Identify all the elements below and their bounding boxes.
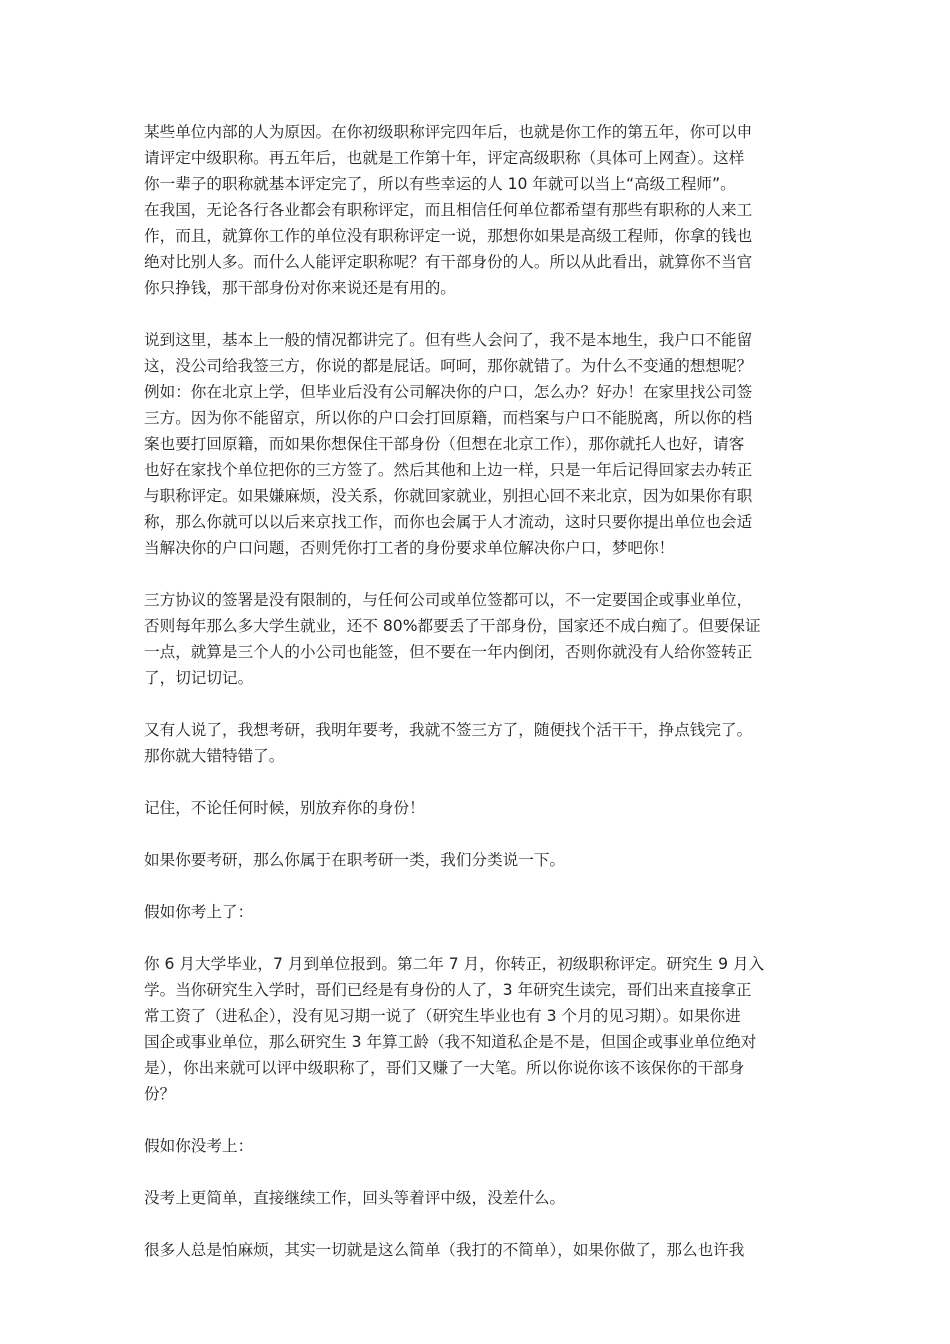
paragraph-postgraduate-exam: 又有人说了，我想考研，我明年要考，我就不签三方了，随便找个活干干，挣点钱完了。 那你就大错特错了。 (144, 721, 753, 765)
paragraph-nonlocal-students: 说到这里，基本上一般的情况都讲完了。但有些人会问了，我不是本地生，我户口不能留 这，没公司给我签三方，你说的都是屁话。呵呵，那你就错了。为什么不变通的想想呢？ 例如：你在北京上学，但毕业后没有公司解决你的户口，怎么办？好办！在家里找公司签 三方。因为你不能留京，所以你的户口会打回原籍，而档案与户口不能脱离，所以你的档 案也要打回原籍，而如果你想保住干部身份（但想在北京工作），那你就托人也好，请客 也好在家找个单位把你的三方签了。然后其他和上边一样，只是一年后记得回家去办转正 与职称评定。如果嫌麻烦，没关系，你就回家就业，别担心回不来北京，因为如果你有职 称，那么你就可以以后来京找工作，而你也会属于人才流动，这时只要你提出单位也会适 当解决你的户口问题，否则凭你打工者的身份要求单位解决你户口，梦吧你！ (144, 331, 753, 557)
paragraph-tripartite-agreement: 三方协议的签署是没有限制的，与任何公司或单位签都可以，不一定要国企或事业单位， 否则每年那么多大学生就业，还不 80%都要丢了干部身份，国家还不成白痴了。但要保证 一点，就算是三个人的小公司也能签，但不要在一年内倒闭，否则你就没有人给你签转正 了，切记切记。 (144, 591, 761, 687)
paragraph-if-not-admitted-body: 没考上更简单，直接继续工作，回头等着评中级，没差什么。 (144, 1189, 566, 1207)
paragraph-title-evaluation: 某些单位内部的人为原因。在你初级职称评完四年后，也就是你工作的第五年，你可以申 请评定中级职称。再五年后，也就是工作第十年，评定高级职称（具体可上网查）。这样 你一辈子的职称就基本评定完了，所以有些幸运的人 10 年就可以当上“高级工程师”。 在我国，无论各行各业都会有职称评定，而且相信任何单位都希望有那些有职称的人来工 作，而且，就算你工作的单位没有职称评定一说，那想你如果是高级工程师，你拿的钱也 绝对比别人多。而什么人能评定职称呢？有干部身份的人。所以从此看出，就算你不当官 你只挣钱，那干部身份对你来说还是有用的。 (144, 123, 753, 297)
paragraph-if-admitted-heading: 假如你考上了： (144, 903, 254, 921)
paragraph-if-not-admitted-heading: 假如你没考上： (144, 1137, 254, 1155)
paragraph-if-admitted-body: 你 6 月大学毕业，7 月到单位报到。第二年 7 月，你转正，初级职称评定。研究生 9 月入 学。当你研究生入学时，哥们已经是有身份的人了，3 年研究生读完，哥们出来直接拿正 常工资了（进私企），没有见习期一说了（研究生毕业也有 3 个月的见习期）。如果你进 国企或事业单位，那么研究生 3 年算工龄（我不知道私企是不是，但国企或事业单位绝对 是），你出来就可以评中级职称了，哥们又赚了一大笔。所以你说你该不该保你的干部身 份？ (144, 955, 765, 1103)
paragraph-in-service-exam: 如果你要考研，那么你属于在职考研一类，我们分类说一下。 (144, 851, 566, 869)
paragraph-remember: 记住，不论任何时候，别放弃你的身份！ (144, 799, 425, 817)
paragraph-conclusion: 很多人总是怕麻烦，其实一切就是这么简单（我打的不简单），如果你做了，那么也许我 (144, 1241, 745, 1259)
document-page (144, 119, 812, 1263)
